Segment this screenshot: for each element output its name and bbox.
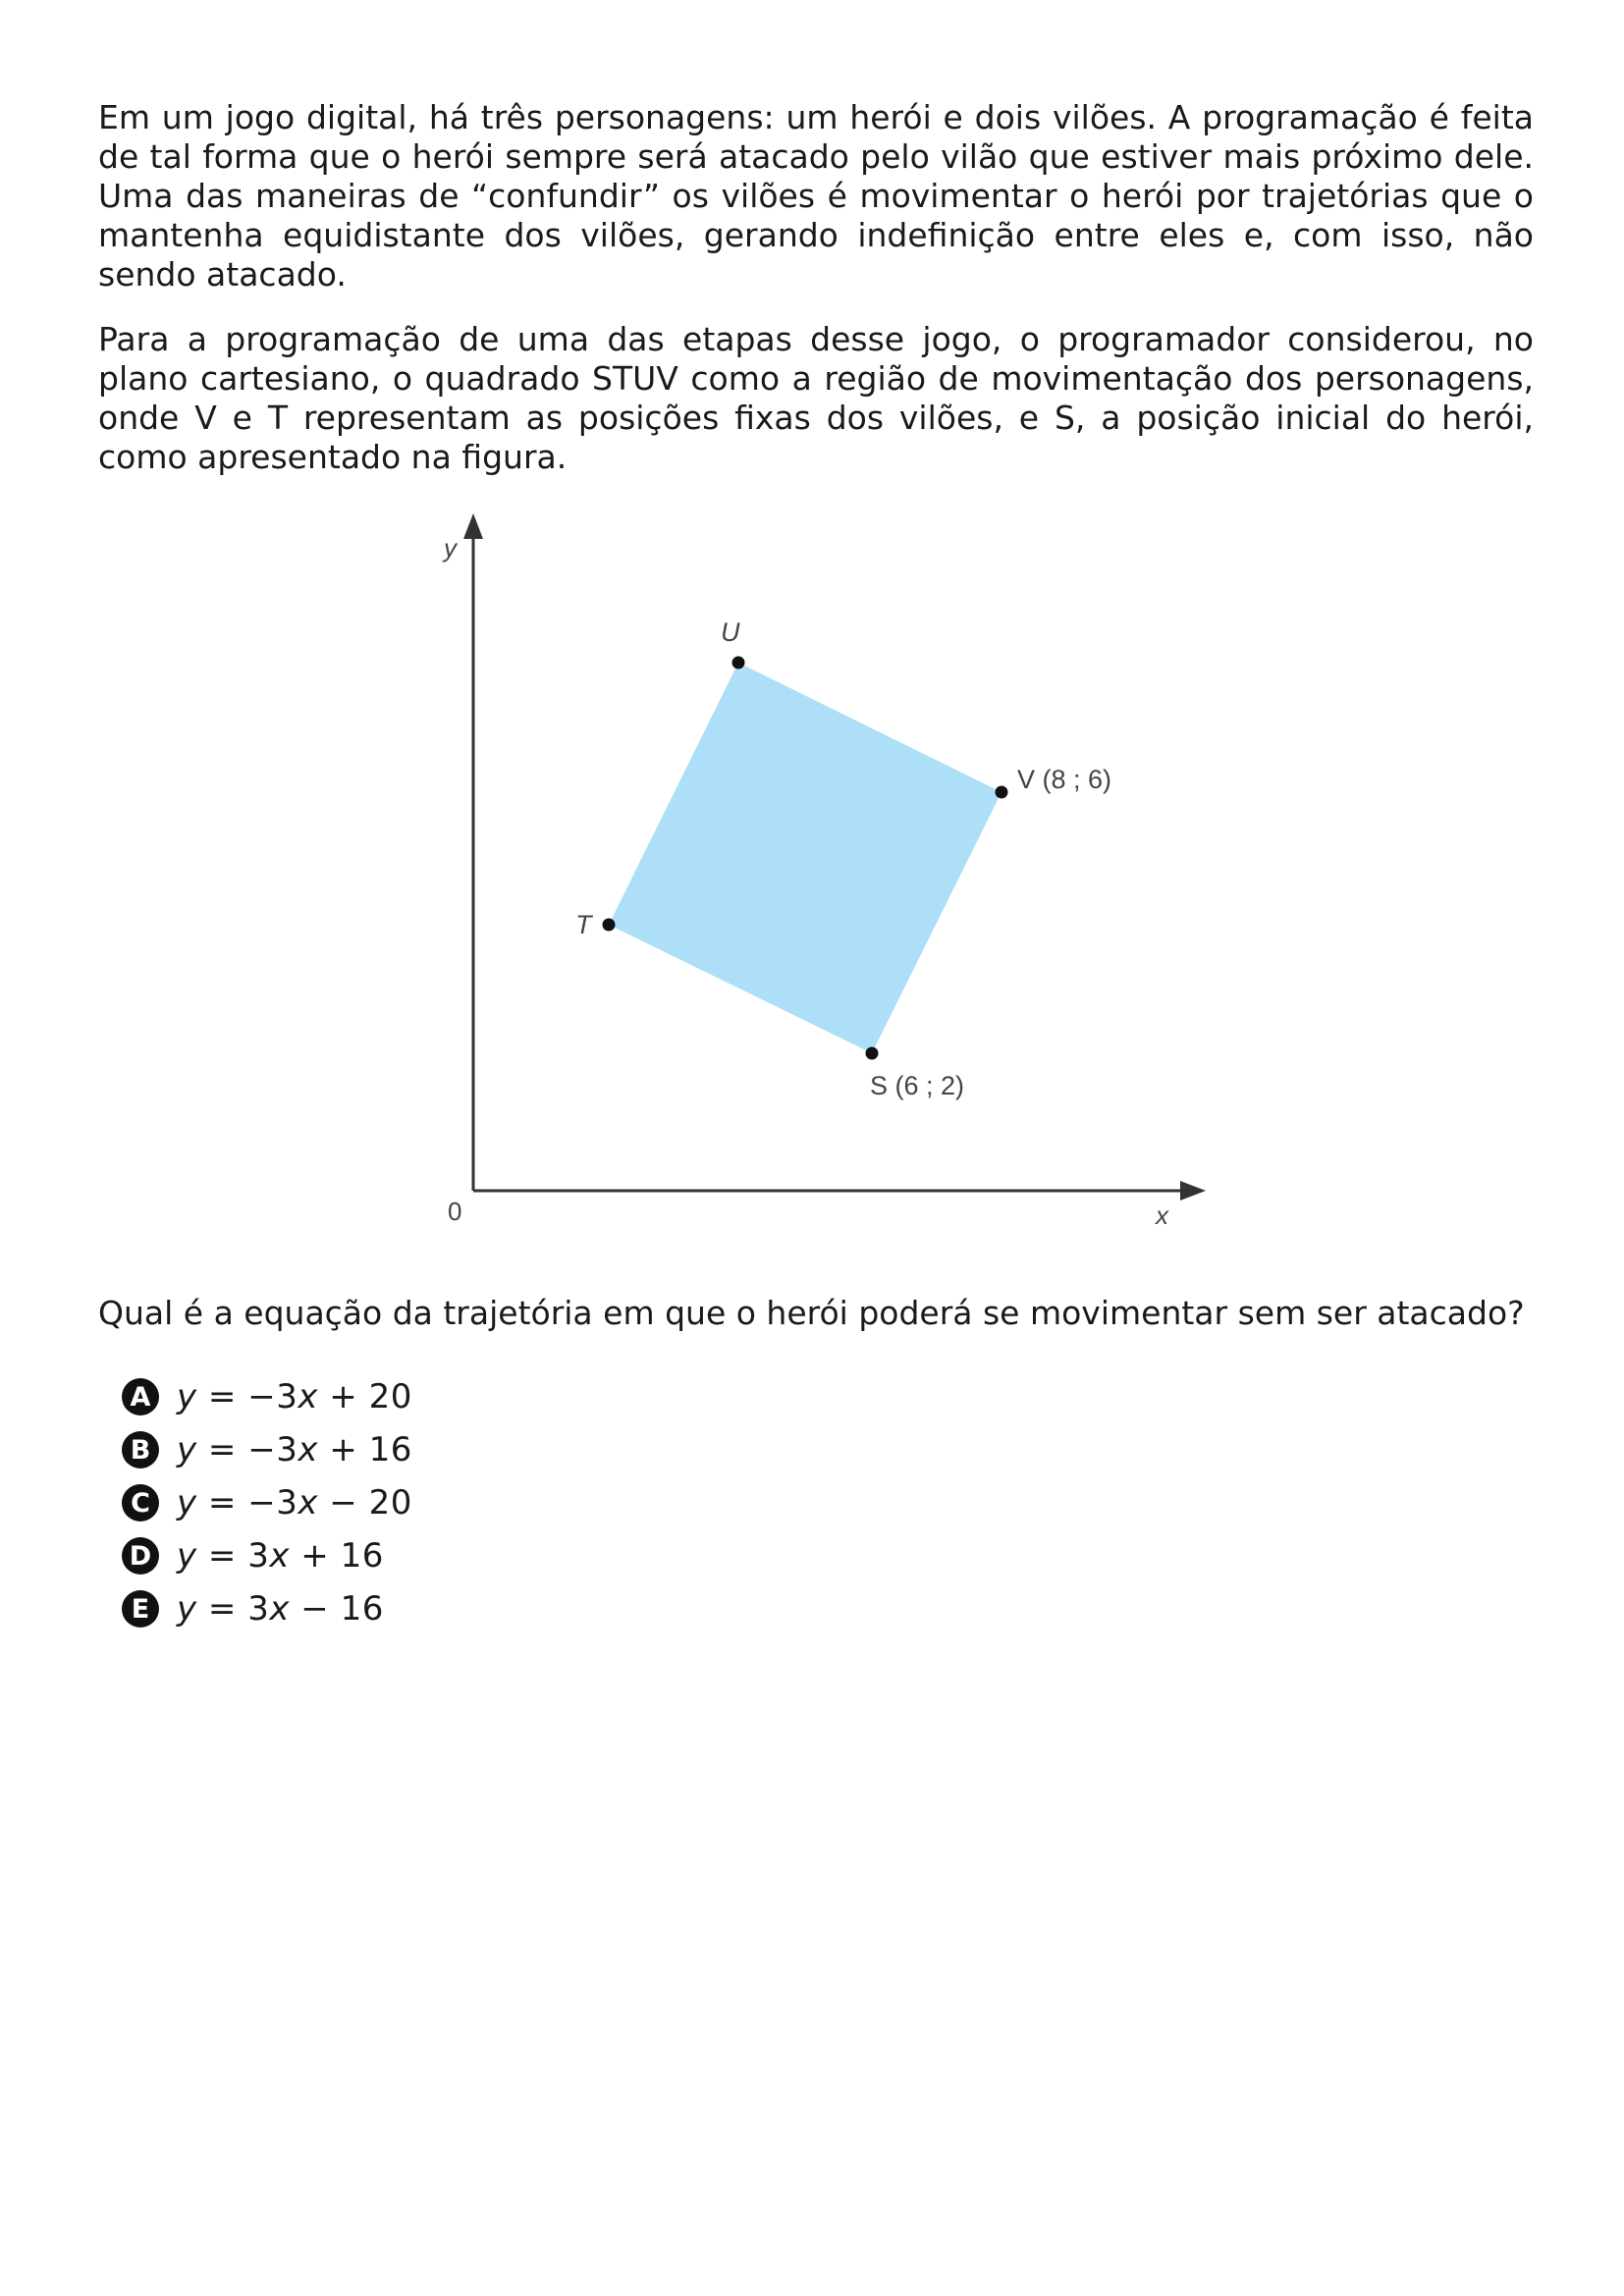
option-c[interactable]: [122, 1476, 412, 1529]
y-axis-arrow-icon: [463, 513, 483, 539]
option-b-equation: y = −3x + 16: [177, 1430, 412, 1469]
option-letter-b-icon: B: [122, 1431, 159, 1468]
option-letter-a-icon: A: [122, 1378, 159, 1415]
option-d[interactable]: [122, 1529, 412, 1582]
intro-paragraph: Em um jogo digital, há três personagens: um herói e dois vilões. A programação é feita de tal forma que o herói sempre será atacado pelo vilão que estiver mais próximo dele. Uma das maneiras de “confundir” os vilões é movimentar o herói por trajetórias que o mantenha equidistante dos vilões, gerando indefinição entre eles e, com isso, não sendo atacado.: [98, 98, 1534, 294]
option-e-equation: y = 3x − 16: [177, 1589, 384, 1629]
option-a[interactable]: [122, 1370, 412, 1423]
option-b[interactable]: [122, 1423, 412, 1476]
option-c-equation: y = −3x − 20: [177, 1483, 412, 1522]
y-axis-label: y: [444, 533, 457, 562]
point-u-label: U: [721, 617, 740, 647]
point-u: [732, 657, 745, 669]
origin-label: 0: [448, 1197, 462, 1226]
question-text: Qual é a equação da trajetória em que o herói poderá se movimentar sem ser atacado?: [98, 1294, 1525, 1332]
point-t-label: T: [575, 910, 592, 939]
point-s: [866, 1047, 879, 1060]
option-letter-e-icon: E: [122, 1590, 159, 1628]
point-v: [996, 786, 1008, 799]
option-d-equation: y = 3x + 16: [177, 1536, 384, 1575]
point-s-label: S (6 ; 2): [870, 1071, 965, 1100]
option-e[interactable]: [122, 1582, 412, 1635]
option-letter-c-icon: C: [122, 1484, 159, 1522]
point-t: [603, 919, 616, 932]
x-axis-label: x: [1156, 1201, 1168, 1230]
cartesian-figure: [393, 496, 1218, 1242]
square-region: [609, 663, 1001, 1053]
answer-options: [122, 1370, 412, 1635]
point-v-label: V (8 ; 6): [1017, 765, 1112, 794]
option-a-equation: y = −3x + 20: [177, 1377, 412, 1416]
x-axis-arrow-icon: [1180, 1181, 1206, 1201]
option-letter-d-icon: D: [122, 1537, 159, 1575]
context-paragraph: Para a programação de uma das etapas desse jogo, o programador considerou, no plano cartesiano, o quadrado STUV como a região de movimentação dos personagens, onde V e T representam as posições fixas dos vilões, e S, a posição inicial do herói, como apresentado na figura.: [98, 320, 1534, 476]
